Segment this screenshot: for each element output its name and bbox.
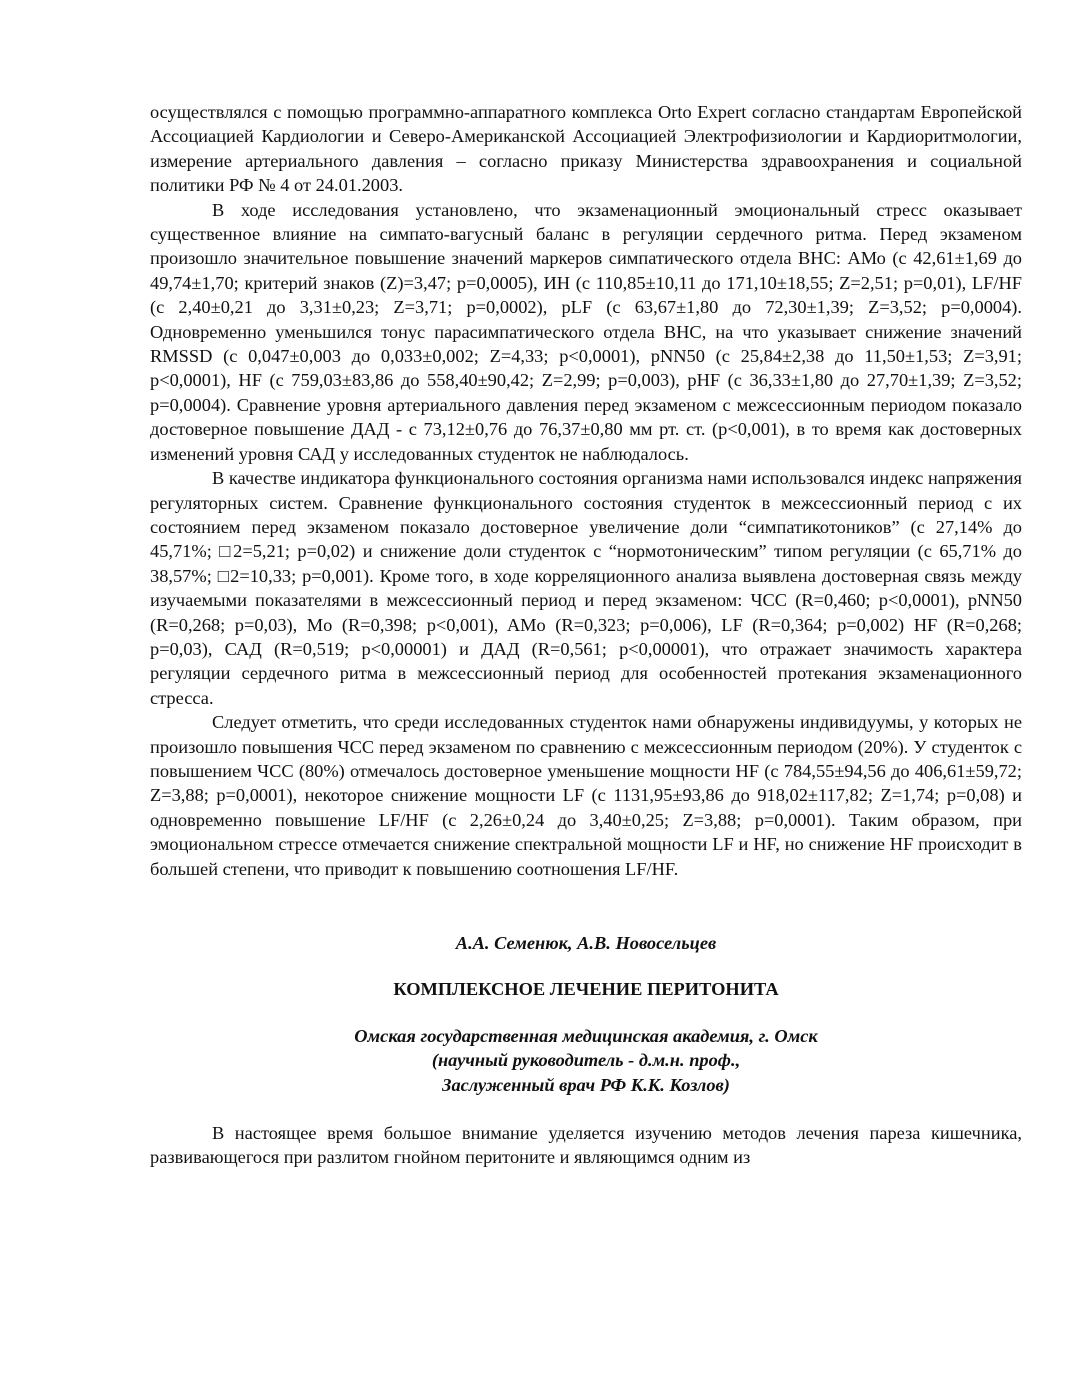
- article-intro-paragraph: В настоящее время большое внимание уделяется изучению методов лечения пареза кишечника, развивающегося при разлитом гнойном перитоните и являющимся одним из: [150, 1123, 1022, 1168]
- affiliation-line: Омская государственная медицинская академия, г. Омск: [354, 1025, 818, 1046]
- affiliation-line: Заслуженный врач РФ К.К. Козлов): [442, 1074, 730, 1095]
- paragraph-functional-state: В качестве индикатора функционального состояния организма нами использовался индекс напряжения регуляторных систем. Сравнение функционального состояния студенток в межсессионный период с их состоянием перед экзаменом показало достоверное увеличение доли “симпатикотоников” (с 27,14% до 45,71%; □2=5,21; p=0,02) и снижение доли студенток с “нормотоническим” типом регуляции (с 65,71% до 38,57%; □2=10,33; p=0,001). Кроме того, в ходе корреляционного анализа выявлена достоверная связь между изучаемыми показателями в межсессионный период и перед экзаменом: ЧСС (R=0,460; p<0,0001), pNN50 (R=0,268; p=0,03), Mo (R=0,398; p<0,001), AMo (R=0,323; p=0,006), LF (R=0,364; p=0,002) HF (R=0,268; p=0,03), САД (R=0,519; p<0,00001) и ДАД (R=0,561; p<0,00001), что отражает значимость характера регуляции сердечного ритма в межсессионный период для особенностей протекания экзаменационного стресса.: [150, 468, 1022, 708]
- paragraph-method: осуществлялся с помощью программно-аппаратного комплекса Orto Expert согласно стандартам Европейской Ассоциацией Кардиологии и Северо-Американской Ассоциацией Электрофизиологии и Кардиоритмологии, измерение артериального давления – согласно приказу Министерства здравоохранения и социальной политики РФ № 4 от 24.01.2003.: [150, 102, 1022, 196]
- document-page: [150, 100, 1022, 1170]
- article-title: КОМПЛЕКСНОЕ ЛЕЧЕНИЕ ПЕРИТОНИТА: [393, 979, 779, 1000]
- article-affiliation: [150, 1024, 1022, 1097]
- article-authors: А.А. Семенюк, А.В. Новосельцев: [455, 933, 717, 953]
- affiliation-line: (научный руководитель - д.м.н. проф.,: [431, 1050, 741, 1071]
- section-spacer: [150, 1097, 1022, 1121]
- paragraph-results-stress: В ходе исследования установлено, что экзаменационный эмоциональный стресс оказывает существенное влияние на симпато-вагусный баланс в регуляции сердечного ритма. Перед экзаменом произошло значительное повышение значений маркеров симпатического отдела ВНС: АМо (с 42,61±1,69 до 49,74±1,70; критерий знаков (Z)=3,47; p=0,0005), ИН (с 110,85±10,11 до 171,10±18,55; Z=2,51; p=0,01), LF/HF (с 2,40±0,21 до 3,31±0,23; Z=3,71; p=0,0002), pLF (с 63,67±1,80 до 72,30±1,39; Z=3,52; p=0,0004). Одновременно уменьшился тонус парасимпатического отдела ВНС, на что указывает снижение значений RMSSD (с 0,047±0,003 до 0,033±0,002; Z=4,33; p<0,0001), pNN50 (с 25,84±2,38 до 11,50±1,53; Z=3,91; p<0,0001), HF (с 759,03±83,86 до 558,40±90,42; Z=2,99; p=0,003), pHF (с 36,33±1,80 до 27,70±1,39; Z=3,52; p=0,0004). Сравнение уровня артериального давления перед экзаменом с межсессионным периодом показало достоверное повышение ДАД - с 73,12±0,76 до 76,37±0,80 мм рт. ст. (p<0,001), в то время как достоверных изменений уровня САД у исследованных студенток не наблюдалось.: [150, 199, 1022, 464]
- section-spacer: [150, 881, 1022, 931]
- paragraph-conclusion: Следует отметить, что среди исследованных студенток нами обнаружены индивидуумы, у которых не произошло повышения ЧСС перед экзаменом по сравнению с межсессионным периодом (20%). У студенток с повышением ЧСС (80%) отмечалось достоверное уменьшение мощности HF (с 784,55±94,56 до 406,61±59,72; Z=3,88; p=0,0001), некоторое снижение мощности LF (с 1131,95±93,86 до 918,02±117,82; Z=1,74; p=0,08) и одновременно повышение LF/HF (с 2,26±0,24 до 3,40±0,25; Z=3,88; p=0,0001). Таким образом, при эмоциональном стрессе отмечается снижение спектральной мощности LF и HF, но снижение HF происходит в большей степени, что приводит к повышению соотношения LF/HF.: [150, 712, 1022, 879]
